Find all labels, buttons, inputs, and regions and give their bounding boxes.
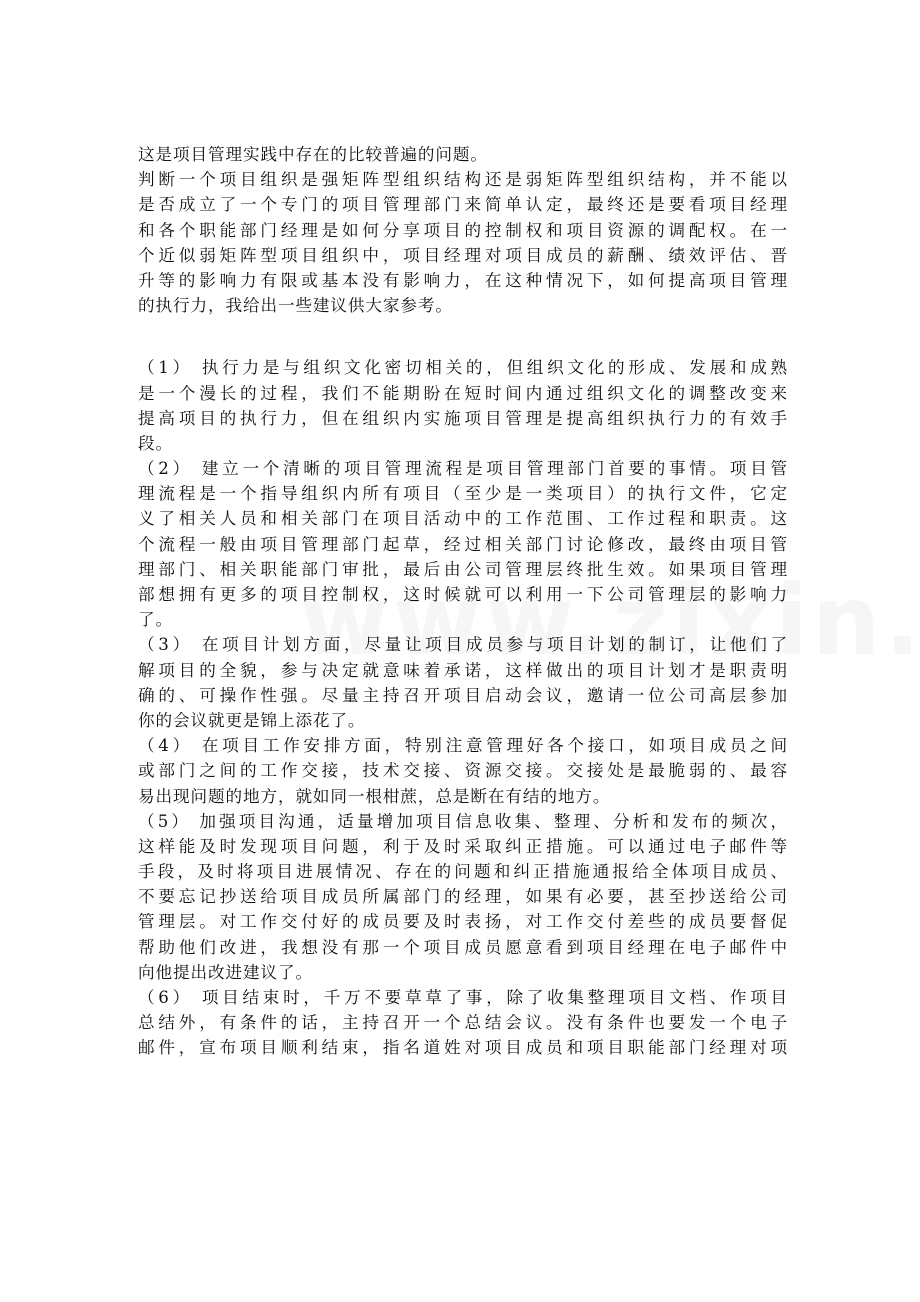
text-line: 升等的影响力有限或基本没有影响力，在这种情况下，如何提高项目管理 xyxy=(138,270,788,290)
list-item-line: （2） 建立一个清晰的项目管理流程是项目管理部门首要的事情。项目管 xyxy=(138,459,788,479)
text-line: 是否成立了一个专门的项目管理部门来简单认定，最终还是要看项目经理 xyxy=(138,195,788,215)
numbered-list xyxy=(138,355,788,1060)
list-item-line: 你的会议就更是锦上添花了。 xyxy=(138,710,366,730)
list-item-line: 理流程是一个指导组织内所有项目（至少是一类项目）的执行文件，它定 xyxy=(138,484,788,504)
document-body xyxy=(138,142,788,1061)
text-line: 这是项目管理实践中存在的比较普遍的问题。 xyxy=(138,145,488,164)
list-item-line: 向他提出改进建议了。 xyxy=(138,962,313,982)
text-line: 判断一个项目组织是强矩阵型组织结构还是弱矩阵型组织结构，并不能以 xyxy=(138,170,788,190)
intro-paragraph xyxy=(138,142,788,318)
list-item-line: 管理层。对工作交付好的成员要及时表扬，对工作交付差些的成员要督促 xyxy=(138,912,788,932)
text-line: 和各个职能部门经理是如何分享项目的控制权和项目资源的调配权。在一 xyxy=(138,220,788,240)
list-item-line: 义了相关人员和相关部门在项目活动中的工作范围、工作过程和职责。这 xyxy=(138,509,788,529)
list-item-line: （3） 在项目计划方面，尽量让项目成员参与项目计划的制订，让他们了 xyxy=(138,635,788,655)
list-item-line: 易出现问题的地方，就如同一根柑蔗，总是断在有结的地方。 xyxy=(138,786,611,806)
list-item-line: （6） 项目结束时，千万不要草草了事，除了收集整理项目文档、作项目 xyxy=(138,988,788,1007)
list-item-line: 邮件，宣布项目顺利结束，指名道姓对项目成员和项目职能部门经理对项 xyxy=(138,1038,788,1058)
list-item-line: 确的、可操作性强。尽量主持召开项目启动会议，邀请一位公司高层参加 xyxy=(138,685,788,705)
list-item-line: 部想拥有更多的项目控制权，这时候就可以利用一下公司管理层的影响力 xyxy=(138,585,788,604)
text-line: 个近似弱矩阵型项目组织中，项目经理对项目成员的薪酬、绩效评估、晋 xyxy=(138,245,788,265)
list-item-line: （4） 在项目工作安排方面，特别注意管理好各个接口，如项目成员之间 xyxy=(138,736,788,756)
list-item-line: 手段，及时将项目进展情况、存在的问题和纠正措施通报给全体项目成员、 xyxy=(138,862,788,882)
list-item-line: 解项目的全貌，参与决定就意味着承诺，这样做出的项目计划才是职责明 xyxy=(138,660,788,680)
list-item-line: （5） 加强项目沟通，适量增加项目信息收集、整理、分析和发布的频次， xyxy=(138,811,788,831)
list-item-line: 帮助他们改进，我想没有那一个项目成员愿意看到项目经理在电子邮件中 xyxy=(138,937,788,957)
list-item-line: 段。 xyxy=(138,433,173,453)
list-item-line: 这样能及时发现项目问题，利于及时采取纠正措施。可以通过电子邮件等 xyxy=(138,836,788,856)
list-item-line: 提高项目的执行力，但在组织内实施项目管理是提高组织执行力的有效手 xyxy=(138,408,788,428)
list-item-line: 总结外，有条件的话，主持召开一个总结会议。没有条件也要发一个电子 xyxy=(138,1013,788,1033)
paragraph-spacer xyxy=(138,318,788,355)
list-item-line: 个流程一般由项目管理部门起草，经过相关部门讨论修改，最终由项目管 xyxy=(138,534,788,554)
list-item-line: 了。 xyxy=(138,610,173,630)
list-item-line: 或部门之间的工作交接，技术交接、资源交接。交接处是最脆弱的、最容 xyxy=(138,761,788,781)
list-item-line: （1） 执行力是与组织文化密切相关的，但组织文化的形成、发展和成熟 xyxy=(138,358,788,378)
list-item-line: 是一个漫长的过程，我们不能期盼在短时间内通过组织文化的调整改变来 xyxy=(138,383,788,403)
list-item-line: 理部门、相关职能部门审批，最后由公司管理层终批生效。如果项目管理 xyxy=(138,559,788,579)
list-item-line: 不要忘记抄送给项目成员所属部门的经理，如果有必要，甚至抄送给公司 xyxy=(138,887,788,907)
text-line: 的执行力，我给出一些建议供大家参考。 xyxy=(138,296,453,316)
